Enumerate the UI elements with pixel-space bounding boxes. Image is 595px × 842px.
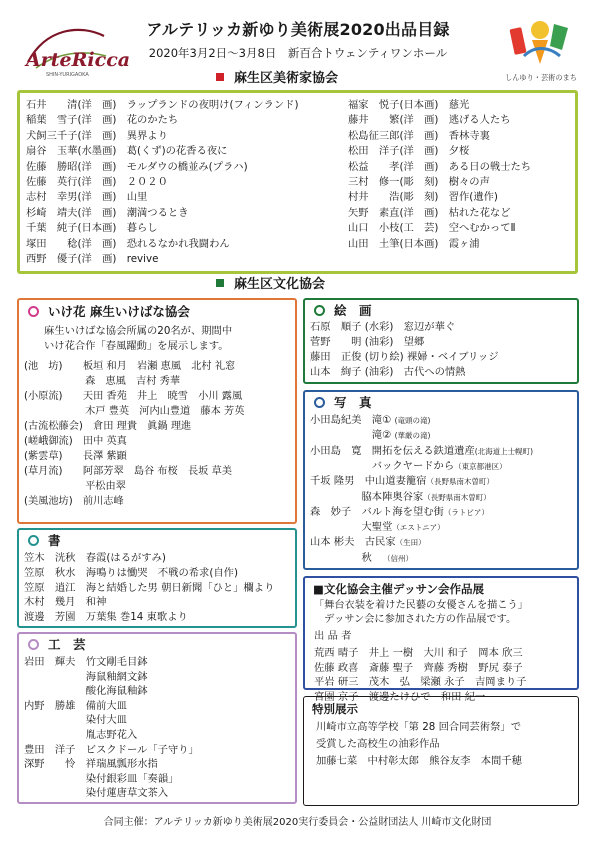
- ikebana-entry: (池 坊) 板垣 和月 岩瀬 恵風 北村 礼窓: [24, 361, 236, 372]
- entry-main: 脇本陣奥谷家: [310, 490, 424, 503]
- shinyuri-art-town-logo: [504, 16, 578, 86]
- shashin-entry: [310, 522, 445, 532]
- member-entry: 千葉 純子(日本画) 暮らし: [26, 222, 158, 235]
- kogei-entry: 胤志野花入: [24, 729, 138, 741]
- ikebana-entry: (紫雲草) 長澤 紫顕: [24, 451, 127, 462]
- tokubetsu-entry: 加藤七菜 中村彰太郎 熊谷友李 本間千穂: [316, 755, 522, 767]
- member-entry: 村井 浩(彫 刻) 習作(遺作): [348, 191, 498, 204]
- member-entry: 西野 優子(洋 画) revive: [26, 253, 159, 265]
- shashin-entry: [310, 507, 489, 517]
- dessin-heading: ■文化協会主催デッサン会作品展: [313, 582, 485, 596]
- member-entry: 石井 清(洋 画) ラップランドの夜明け(フィンランド): [26, 99, 299, 111]
- entry-main: 森 妙子 バルト海を望む街: [310, 505, 444, 518]
- entry-location-note: （ラトビア）: [443, 507, 489, 517]
- footer-organizers: 合同主催：アルテリッカ新ゆり美術展2020実行委員会・公益財団法人 川崎市文化財団: [103, 817, 492, 828]
- ikebana-entry: (嵯峨御流) 田中 英真: [24, 436, 127, 447]
- shashin-entry: [310, 430, 430, 440]
- member-entry: 松益 孝(洋 画) ある日の戦士たち: [348, 160, 532, 173]
- entry-main: 大聖堂: [310, 521, 393, 534]
- entry-main: 山本 彬夫 古民家: [310, 536, 396, 549]
- tokubetsu-entry: 川崎市立高等学校「第 28 回合同芸術祭」で: [316, 721, 521, 733]
- member-entry: 山口 小枝(工 芸) 空へむかってⅡ: [348, 222, 516, 235]
- shashin-entry: [310, 461, 507, 471]
- bunka-heading: 麻生区文化協会: [216, 278, 325, 291]
- member-entry: 松島征三郎(洋 画) 香林寺裏: [348, 129, 490, 142]
- kaiga-heading: 絵 画: [314, 305, 372, 318]
- ikebana-entry: 森 恵風 吉村 秀華: [24, 376, 181, 387]
- sho-entry: 笠木 洸秋 春霞(はるがすみ): [24, 552, 166, 564]
- member-entry: 福家 悦子(日本画) 慈光: [348, 99, 470, 111]
- member-entry: 山田 土筆(日本画) 霞ヶ浦: [348, 237, 480, 250]
- entry-main: バックヤードから: [310, 459, 455, 472]
- entry-location-note: (北海道上士幌町): [474, 446, 534, 456]
- green-square-bullet-icon: [216, 279, 224, 287]
- entry-location-note: （エストニア）: [392, 523, 445, 533]
- member-entry: 犬飼三千子(洋 画) 異界より: [26, 129, 168, 142]
- shashin-entry: [310, 476, 494, 486]
- kogei-entry: 染付大皿: [24, 714, 127, 727]
- circle-bullet-icon: [314, 397, 325, 408]
- shashin-entry: [310, 446, 533, 456]
- tokubetsu-heading: 特別展示: [312, 702, 358, 716]
- kogei-entry: 海鼠釉網文鉢: [24, 670, 148, 683]
- kogei-entry: 内野 勝雄 備前大皿: [24, 699, 127, 712]
- bijutsuka-heading: 麻生区美術家協会: [216, 72, 338, 85]
- ikebana-entry: 平松由翠: [24, 481, 126, 492]
- member-entry: 扇谷 玉華(水墨画) 葛(くず)の花香る夜に: [26, 145, 228, 158]
- entry-main: 滝②: [310, 429, 395, 442]
- exhibition-dates: 2020年3月2日～3月8日 新百合トウェンティワンホール: [148, 46, 448, 60]
- entry-main: 小田島紀美 滝①: [310, 414, 395, 426]
- dessin-member-row: 佐藤 政喜 斎藤 聖子 齊藤 秀樹 野尻 泰子: [314, 661, 523, 674]
- red-square-bullet-icon: [216, 73, 224, 81]
- member-entry: 矢野 素直(洋 画) 枯れた花など: [348, 206, 511, 219]
- kaiga-entry: 菅野 明 (油彩) 望郷: [310, 336, 425, 348]
- intro-line: いけ花合作「春風躍動」を展示します。: [44, 340, 229, 352]
- document-title: アルテリッカ新ゆり美術展2020出品目録: [146, 20, 450, 39]
- entry-main: 小田島 寛 開拓を伝える鉄道遺産: [310, 444, 475, 457]
- sho-entry: 木村 幾月 和神: [24, 596, 107, 609]
- member-entry: 杉崎 靖夫(洋 画) 潮満つるとき: [26, 206, 189, 219]
- member-entry: 佐藤 英行(洋 画) ２０２０: [26, 176, 168, 188]
- kogei-entry: 染付銀彩皿「奏韻」: [24, 772, 179, 785]
- member-entry: 松田 洋子(洋 画) 夕桜: [348, 145, 470, 158]
- dessin-member-row: 宮園 京子 渡邊たけひで 和田 紀一: [314, 690, 486, 703]
- entry-location-note: (華厳の滝): [394, 431, 431, 441]
- member-entry: 三村 修一(彫 刻) 樹々の声: [348, 176, 490, 188]
- kaiga-entry: 山本 絢子 (油彩) 古代への情熱: [310, 366, 466, 378]
- circle-bullet-icon: [28, 306, 39, 317]
- entry-location-note: (竜頭の滝): [394, 416, 431, 425]
- artericca-logo: [18, 22, 131, 80]
- svg-text:SHIN-YURIGAOKA: SHIN-YURIGAOKA: [46, 72, 89, 78]
- sho-entry: 笠原 秋水 海鳴りは慟哭 不戦の希求(自作): [24, 566, 238, 579]
- dessin-members-label: 出 品 者: [314, 630, 352, 642]
- dessin-member-row: 荒西 晴子 井上 一樹 大川 和子 岡本 欣三: [314, 647, 523, 659]
- kogei-entry: 岩田 輝夫 竹文剛毛目鉢: [24, 656, 148, 668]
- kogei-entry: 酸化海鼠釉鉢: [24, 685, 148, 698]
- intro-line: デッサン会に参加された方の作品展です。: [314, 614, 517, 625]
- sho-heading: 書: [28, 535, 61, 548]
- member-entry: 藤井 繁(洋 画) 逃げる人たち: [348, 114, 511, 127]
- kogei-entry: 豊田 洋子 ビスクドール「子守り」: [24, 743, 199, 756]
- kaiga-entry: 石原 順子 (水彩) 窓辺が華ぐ: [310, 321, 456, 333]
- member-entry: 稲葉 雪子(洋 画) 花のかたち: [26, 114, 179, 127]
- circle-bullet-icon: [314, 305, 325, 316]
- svg-text:しんゆり・芸術のまち: しんゆり・芸術のまち: [505, 73, 577, 82]
- svg-text:ArteRicca: ArteRicca: [26, 49, 131, 71]
- dessin-member-row: 平岩 研三 茂木 弘 梁瀬 永子 吉岡まり子: [314, 676, 527, 689]
- intro-line: 「舞台衣装を着けた民藝の女優さんを描こう」: [314, 600, 528, 611]
- entry-location-note: （信州）: [371, 553, 414, 563]
- sho-entry: 渡邊 芳園 万葉集 巻14 東歌より: [24, 611, 188, 624]
- entry-location-note: （長野県南木曽町）: [426, 477, 495, 487]
- ikebana-entry: 木戸 豊英 河内山豊道 藤本 芳英: [24, 406, 245, 417]
- kogei-entry: 染付蓮唐草文茶入: [24, 787, 169, 800]
- ikebana-heading: いけ花 麻生いけばな協会: [28, 306, 190, 319]
- shashin-heading: 写 真: [314, 397, 372, 410]
- sho-entry: 笠原 逍江 海と結婚した男 朝日新聞「ひと」欄より: [24, 581, 275, 594]
- kaiga-entry: 藤田 正俊 (切り絵) 裸婦・ベイブリッジ: [310, 351, 499, 363]
- kogei-entry: 深野 怜 祥瑞風瓢形水指: [24, 758, 158, 771]
- circle-bullet-icon: [28, 535, 39, 546]
- shashin-entry: [310, 553, 413, 563]
- circle-bullet-icon: [28, 639, 39, 650]
- shashin-entry: [310, 415, 430, 425]
- member-entry: 佐藤 勝昭(洋 画) モルダウの橋並み(プラハ): [26, 160, 248, 173]
- entry-main: 秋: [310, 551, 372, 564]
- kogei-heading: 工 芸: [28, 639, 86, 652]
- member-entry: 塚田 稔(洋 画) 恐れるなかれ我闘わん: [26, 237, 230, 250]
- ikebana-entry: (美風池坊) 前川志峰: [24, 496, 124, 507]
- entry-main: 千坂 隆男 中山道妻籠宿: [310, 475, 427, 488]
- ikebana-entry: (草月流) 阿部芳翠 島谷 布桜 長坂 草美: [24, 466, 232, 477]
- tokubetsu-entry: 受賞した高校生の油彩作品: [316, 738, 440, 750]
- member-entry: 志村 幸男(洋 画) 山里: [26, 191, 148, 204]
- shashin-entry: [310, 492, 491, 502]
- entry-location-note: （東京都港区）: [454, 461, 507, 471]
- intro-line: 麻生いけばな協会所属の20名が、期間中: [44, 325, 233, 337]
- ikebana-entry: (小原流) 天田 香苑 井上 暁雪 小川 露風: [24, 391, 243, 402]
- shashin-entry: [310, 537, 426, 547]
- entry-location-note: （長野県南木曽町）: [423, 492, 491, 502]
- ikebana-entry: (古流松藤会) 倉田 理貴 眞鍋 理進: [24, 421, 192, 432]
- entry-location-note: （生田）: [395, 538, 426, 548]
